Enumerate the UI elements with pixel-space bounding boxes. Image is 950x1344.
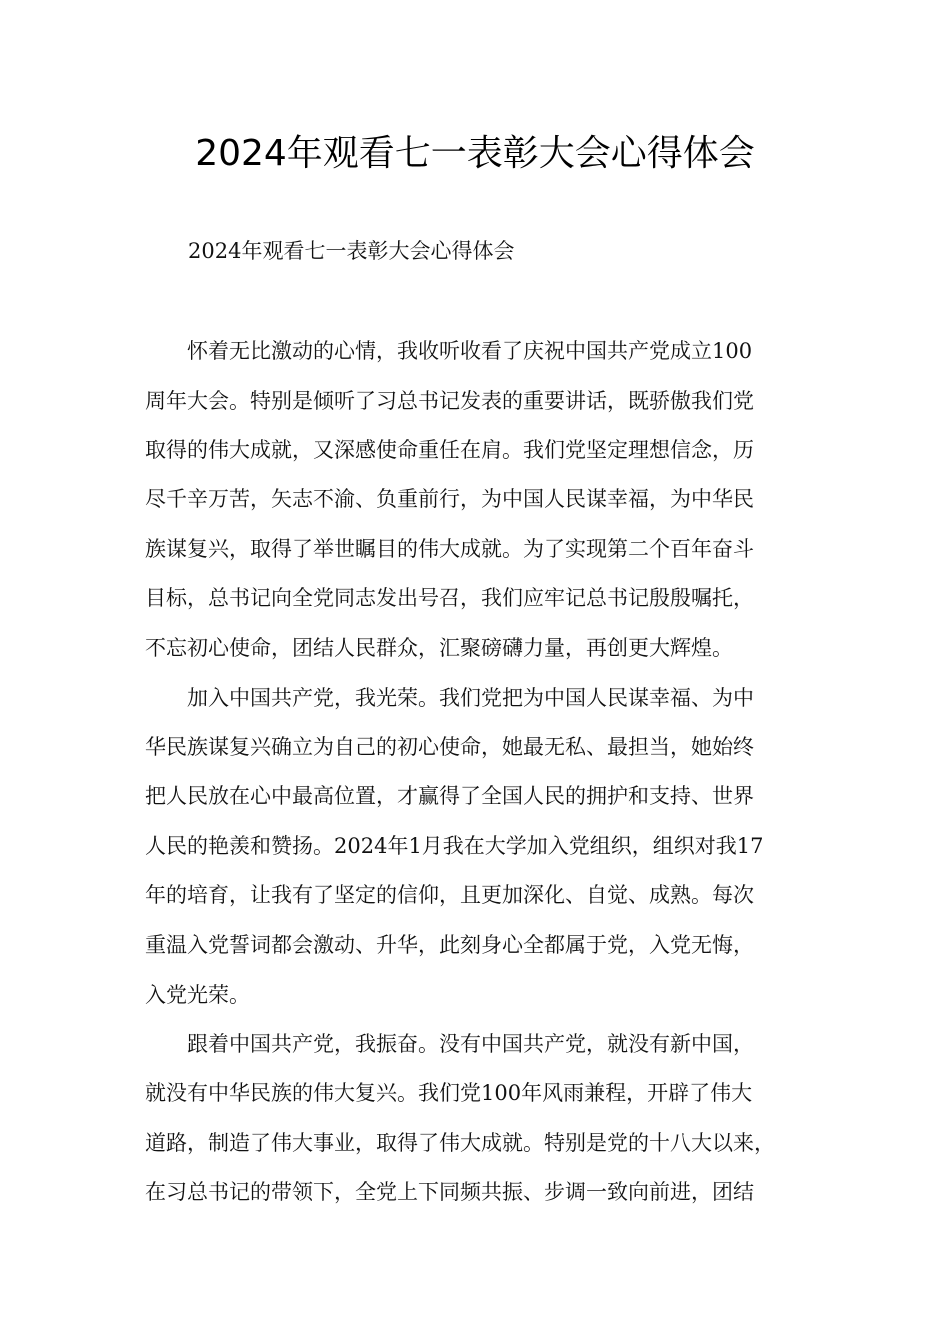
paragraph-line: 年的培育，让我有了坚定的信仰，且更加深化、自觉、成熟。每次 <box>145 883 754 907</box>
paragraph-line: 重温入党誓词都会激动、升华，此刻身心全都属于党，入党无悔， <box>145 933 754 957</box>
paragraph-line: 加入中国共产党，我光荣。我们党把为中国人民谋幸福、为中 <box>145 686 754 710</box>
paragraph-line: 周年大会。特别是倾听了习总书记发表的重要讲话，既骄傲我们党 <box>145 389 754 413</box>
document-title: 2024年观看七一表彰大会心得体会 <box>195 133 755 174</box>
paragraph-line: 就没有中华民族的伟大复兴。我们党100年风雨兼程，开辟了伟大 <box>145 1081 753 1105</box>
paragraph-line: 华民族谋复兴确立为自己的初心使命，她最无私、最担当，她始终 <box>145 735 754 759</box>
paragraph-line: 跟着中国共产党，我振奋。没有中国共产党，就没有新中国， <box>145 1032 754 1056</box>
paragraph-line: 目标，总书记向全党同志发出号召，我们应牢记总书记殷殷嘱托， <box>145 586 754 610</box>
paragraph-line: 入党光荣。 <box>145 983 250 1007</box>
paragraph-line: 不忘初心使命，团结人民群众，汇聚磅礴力量，再创更大辉煌。 <box>145 636 733 660</box>
paragraph-line: 在习总书记的带领下，全党上下同频共振、步调一致向前进，团结 <box>145 1180 754 1204</box>
paragraph-line: 尽千辛万苦，矢志不渝、负重前行，为中国人民谋幸福，为中华民 <box>145 487 754 511</box>
document-subtitle: 2024年观看七一表彰大会心得体会 <box>188 239 515 263</box>
paragraph-line: 族谋复兴，取得了举世瞩目的伟大成就。为了实现第二个百年奋斗 <box>145 537 754 561</box>
paragraph-line: 道路，制造了伟大事业，取得了伟大成就。特别是党的十八大以来， <box>145 1131 775 1155</box>
paragraph-line: 人民的艳羡和赞扬。2024年1月我在大学加入党组织，组织对我17 <box>145 834 764 858</box>
paragraph-line: 怀着无比激动的心情，我收听收看了庆祝中国共产党成立100 <box>145 339 753 363</box>
paragraph-line: 把人民放在心中最高位置，才赢得了全国人民的拥护和支持、世界 <box>145 784 754 808</box>
paragraph-line: 取得的伟大成就，又深感使命重任在肩。我们党坚定理想信念，历 <box>145 438 754 462</box>
